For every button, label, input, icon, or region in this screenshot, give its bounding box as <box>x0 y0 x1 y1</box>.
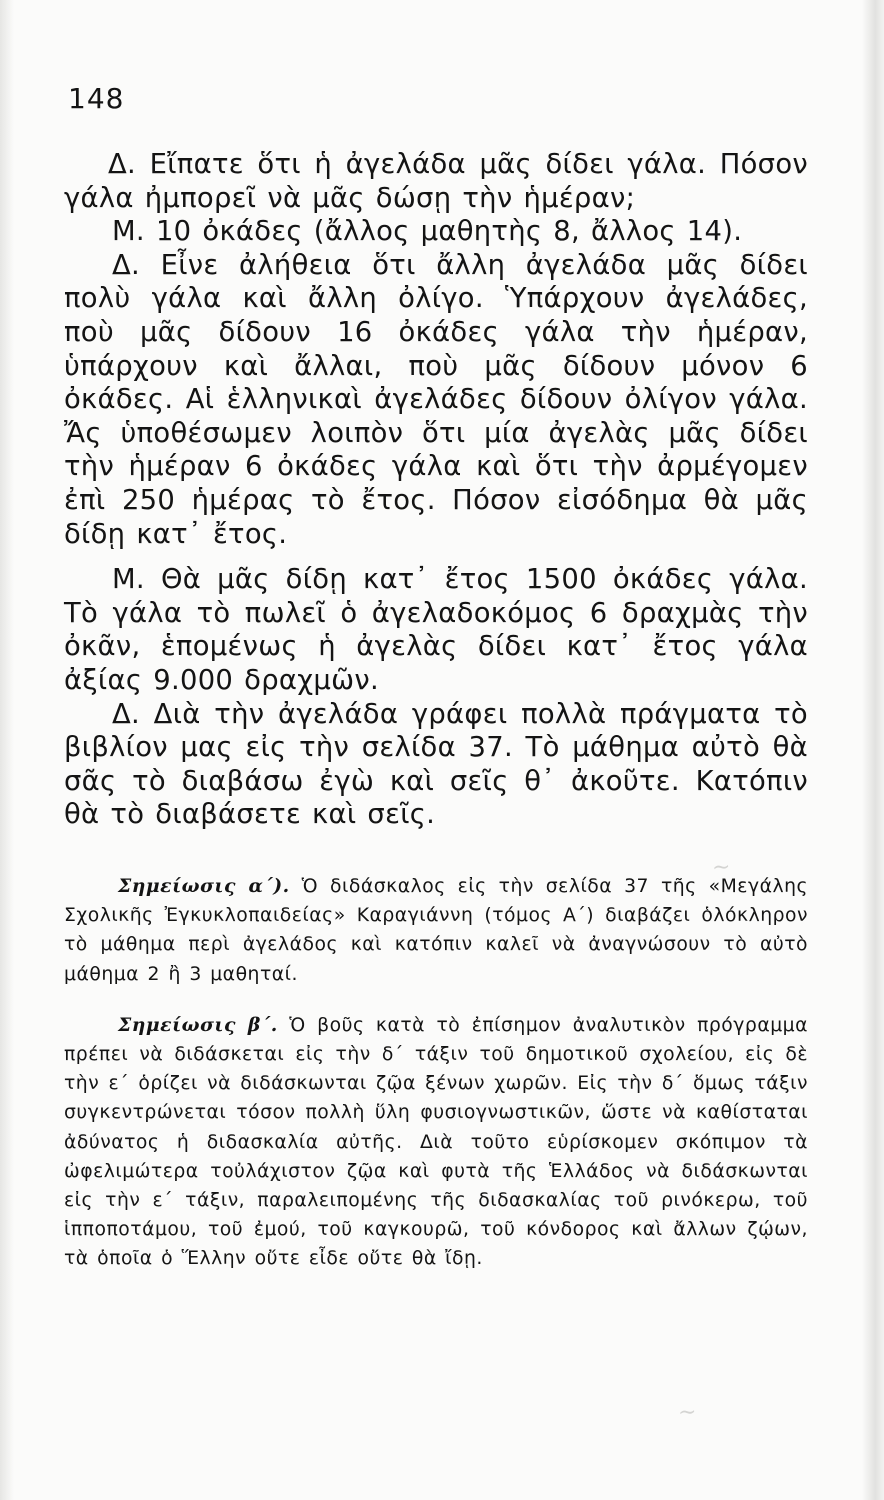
paragraph-question: Δ. Διὰ τὴν ἀγελάδα γράφει πολλὰ πράγματα τὸ βιβλίον μας εἰς τὴν σελίδα 37. Τὸ μάθημα αὐτὸ θὰ σᾶς τὸ διαβάσω ἐγὼ καὶ σεῖς θ᾽ ἀκοῦτε. Κατόπιν θὰ τὸ διαβάσετε καὶ σεῖς. <box>64 698 808 831</box>
bleed-through-mark: ~ <box>677 1399 697 1426</box>
note-alpha <box>64 872 808 989</box>
paragraph-answer: Μ. 10 ὀκάδες (ἄλλος μαθητὴς 8, ἄλλος 14). <box>112 216 743 248</box>
page-number: 148 <box>68 82 125 115</box>
paragraph-question: Δ. Εἴπατε ὅτι ἡ ἀγελάδα μᾶς δίδει γάλα. Πόσον γάλα ἠμπορεῖ νὰ μᾶς δώσῃ τὴν ἡμέραν; <box>64 149 808 214</box>
paragraph-question: Δ. Εἶνε ἀλήθεια ὅτι ἄλλη ἀγελάδα μᾶς δίδει πολὺ γάλα καὶ ἄλλη ὀλίγο. Ὑπάρχουν ἀγελάδες, ποὺ μᾶς δίδουν 16 ὀκάδες γάλα τὴν ἡμέραν, ὑπάρχουν καὶ ἄλλαι, ποὺ μᾶς δίδουν μόνον 6 ὀκάδες. Αἱ ἑλληνικαὶ ἀγελάδες δίδουν ὀλίγον γάλα. Ἄς ὑποθέσωμεν λοιπὸν ὅτι μία ἀγελὰς μᾶς δίδει τὴν ἡμέραν 6 ὀκάδες γάλα καὶ ὅτι τὴν ἀρμέγομεν ἐπὶ 250 ἡμέρας τὸ ἔτος. Πόσον εἰσόδημα θὰ μᾶς δίδῃ κατ᾽ ἔτος. <box>64 249 808 550</box>
note-beta <box>64 1011 808 1274</box>
bleed-through-mark: ~ <box>711 854 732 881</box>
footnotes <box>64 872 808 1274</box>
main-text <box>64 148 808 832</box>
note-label: Σημείωσις α΄). <box>118 875 290 897</box>
note-text: Ὁ βοῦς κατὰ τὸ ἐπίσημον ἀναλυτικὸν πρόγραμμα πρέπει νὰ διδάσκεται εἰς τὴν δ΄ τάξιν τοῦ δημοτικοῦ σχολείου, εἰς δὲ τὴν ε΄ ὁρίζει νὰ διδάσκωνται ζῷα ξένων χωρῶν. Εἰς τὴν δ΄ ὅμως τάξιν συγκεντρώνεται τόσον πολλὴ ὕλη φυσιογνωστικῶν, ὥστε νὰ καθίσταται ἀδύνατος ἡ διδασκαλία αὐτῆς. Διὰ τοῦτο εὑρίσκομεν σκόπιμον τὰ ὠφελιμώτερα τοὐλάχιστον ζῷα καὶ φυτὰ τῆς Ἑλλάδος νὰ διδάσκωνται εἰς τὴν ε΄ τάξιν, παραλειπομένης τῆς διδασκαλίας τοῦ ρινόκερω, τοῦ ἱπποποτάμου, τοῦ ἐμού, τοῦ καγκουρῶ, τοῦ κόνδορος καὶ ἄλλων ζῴων, τὰ ὁποῖα ὁ Ἕλλην οὔτε εἶδε οὔτε θὰ ἴδῃ. <box>64 1014 808 1270</box>
page-right-edge <box>862 0 884 1500</box>
page-left-shadow <box>0 0 14 1500</box>
note-label: Σημείωσις β΄. <box>118 1013 278 1036</box>
paragraph-answer: Μ. Θὰ μᾶς δίδῃ κατ᾽ ἔτος 1500 ὀκάδες γάλα. Τὸ γάλα τὸ πωλεῖ ὁ ἀγελαδοκόμος 6 δραχμὰς τὴν ὀκᾶν, ἑπομένως ἡ ἀγελὰς δίδει κατ᾽ ἔτος γάλα ἀξίας 9.000 δραχμῶν. <box>64 564 808 696</box>
note-text: Ὁ διδάσκαλος εἰς τὴν σελίδα 37 τῆς «Μεγάλης Σχολικῆς Ἐγκυκλοπαιδείας» Καραγιάννη (τόμος Α΄) διαβάζει ὁλόκληρον τὸ μάθημα περὶ ἀγελάδος καὶ κατόπιν καλεῖ νὰ ἀναγνώσουν τὸ αὐτὸ μάθημα 2 ἢ 3 μαθηταί. <box>64 876 808 985</box>
